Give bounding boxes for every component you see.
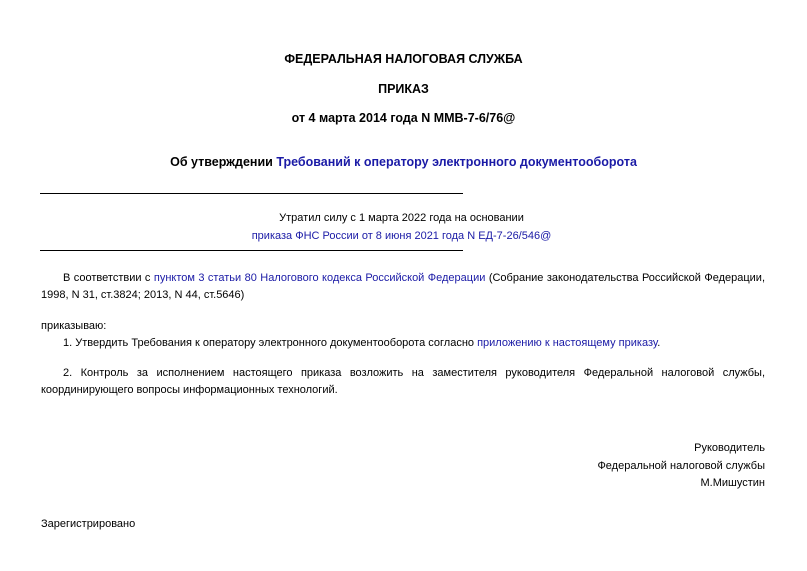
agency-heading: ФЕДЕРАЛЬНАЯ НАЛОГОВАЯ СЛУЖБА (284, 52, 523, 66)
registration-note: Зарегистрировано (41, 518, 136, 530)
appendix-link[interactable]: приложению к настоящему приказу (477, 337, 658, 349)
signature-position: Руководитель (694, 442, 765, 454)
signature-organization: Федеральной налоговой службы (597, 460, 765, 472)
order-item-1 (41, 335, 765, 352)
document-title (0, 155, 807, 169)
document-title-link[interactable]: Требований к оператору электронного документооборота (276, 155, 637, 169)
tax-code-link[interactable]: пунктом 3 статьи 80 Налогового кодекса Российской Федерации (153, 272, 486, 284)
divider-bottom (40, 250, 463, 251)
preamble-paragraph (41, 270, 765, 304)
divider-top (40, 193, 463, 194)
repeal-notice: Утратил силу с 1 марта 2022 года на основании (279, 212, 524, 224)
order-item-1-end: . (657, 337, 661, 349)
document-type-heading: ПРИКАЗ (378, 82, 429, 96)
order-item-1-text: 1. Утвердить Требования к оператору электронного документооборота согласно (63, 337, 478, 349)
order-word: приказываю: (41, 320, 107, 332)
repeal-order-link[interactable]: приказа ФНС России от 8 июня 2021 года N ЕД-7-26/546@ (251, 230, 552, 242)
preamble-text-end: (Собрание законодательства Российской Федерации, 1998, N 31, ст.3824; 2013, N 44, ст.5646) (41, 272, 765, 301)
preamble-text-start: В соответствии с (63, 272, 154, 284)
document-title-prefix: Об утверждении (170, 155, 277, 169)
repeal-notice-link-line (40, 230, 763, 242)
document-date-number: от 4 марта 2014 года N ММВ-7-6/76@ (291, 111, 516, 125)
signature-name: М.Мишустин (700, 477, 765, 489)
order-item-2: 2. Контроль за исполнением настоящего приказа возложить на заместителя руководителя Федеральной налоговой службы, координирующего вопросы информационных технологий. (41, 367, 765, 396)
